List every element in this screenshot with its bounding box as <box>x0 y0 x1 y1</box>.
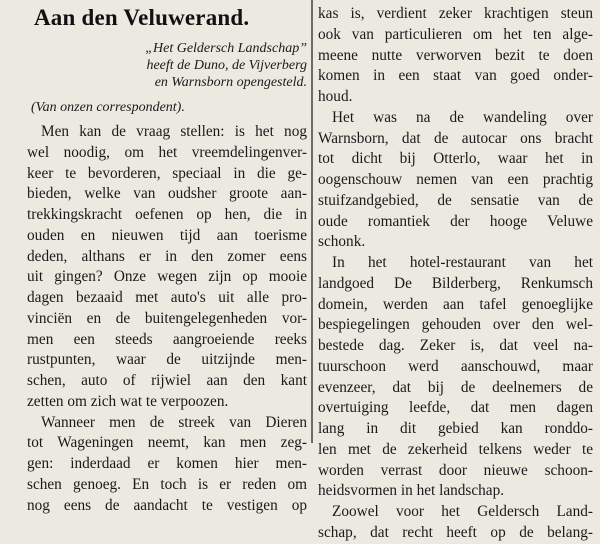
text-line: bespiegelingen gehouden over den wel- <box>318 316 593 334</box>
text-line: len met de zekerheid telkens weder te <box>318 440 593 458</box>
subhead-line: en Warnsborn opengesteld. <box>154 75 307 90</box>
text-line: schen genoeg. En toch is er reden om <box>27 475 307 493</box>
subhead-line: heeft de Duno, de Vijverberg <box>146 58 307 73</box>
text-line: evenzeer, dat bij de deelnemers de <box>318 378 593 396</box>
text-line: bieden, welke van oudsher groote aan- <box>27 185 307 203</box>
text-line: ouden en nieuwen tijd aan toerisme <box>27 226 307 244</box>
text-line: heidsvormen in het landschap. <box>318 482 505 500</box>
text-line: men een steeds aangroeiende reeks <box>27 330 307 348</box>
text-line: Wanneer men de streek van Dieren <box>41 413 307 431</box>
text-line: Men kan de vraag stellen: is het nog <box>41 123 307 140</box>
text-line: domein, werden aan tafel genoeglijke <box>318 295 593 313</box>
text-line: worden verrast door nieuwe schoon- <box>318 461 593 479</box>
right-body-text <box>318 4 593 544</box>
text-line: stuifzandgebied, de sensatie van de <box>318 191 593 209</box>
text-line: schap, dat recht heeft op de belang- <box>318 523 593 541</box>
text-line: landgoed De Bilderberg, Renkumsch <box>318 274 593 292</box>
text-line: bestede dag. Zeker is, dat veel na- <box>318 337 593 354</box>
text-line: uit gingen? Onze wegen zijn op mooie <box>27 268 307 286</box>
text-line: schen, auto of rijwiel aan den kant <box>27 372 307 389</box>
text-line: nog eens de aandacht te vestigen op <box>27 496 307 514</box>
column-divider <box>311 0 313 443</box>
text-line: tuurschoon werd aanschouwd, maar <box>318 357 593 375</box>
text-line: gen: inderdaad er komen hier men- <box>27 455 307 472</box>
text-line: rustpunten, waar de uitzijnde men- <box>27 351 307 369</box>
article-subhead <box>27 40 307 91</box>
text-line: overtuiging leefde, dat men dagen <box>318 399 593 417</box>
left-body-text <box>27 122 307 516</box>
text-line: tot Wageningen neemt, kan men zeg- <box>27 434 307 452</box>
article-byline: (Van onzen correspondent). <box>31 100 185 115</box>
text-line: deden, althans er in den zomer eens <box>27 247 307 265</box>
text-line: oogenschouw nemen van een prachtig <box>318 171 593 188</box>
article-headline: Aan den Veluwerand. <box>34 5 250 30</box>
text-line: oude romantiek der hooge Veluwe <box>318 212 593 230</box>
text-line: wel noodig, om het vreemdelingenver- <box>27 143 307 161</box>
text-line: houd. <box>318 88 353 105</box>
subhead-line: „Het Geldersch Landschap” <box>145 41 307 56</box>
text-line: tot dicht bij Otterlo, waar het in <box>318 150 593 168</box>
text-line: dagen bezaaid met auto's uit alle pro- <box>27 289 307 306</box>
text-line: schonk. <box>318 233 366 251</box>
text-line: ook van particulieren om het ten alge- <box>318 25 593 43</box>
text-line: komen in een staat van goed onder- <box>318 67 593 85</box>
text-line: lang in dit gebied kan ronddo- <box>318 420 593 437</box>
text-line: Warnsborn, dat de autocar ons bracht <box>318 129 593 147</box>
text-line: zetten om zich wat te verpoozen. <box>27 392 229 410</box>
text-line: trekkingskracht oefenen op hen, die in <box>27 206 307 223</box>
text-line: vinciën en de buitengelegenheden vor- <box>27 309 307 327</box>
text-line: In het hotel-restaurant van het <box>332 254 593 271</box>
text-line: kas is, verdient zeker krachtigen steun <box>318 5 593 22</box>
text-line: meene nutte verworven bezit te doen <box>318 46 593 64</box>
text-line: keer te bevorderen, speciaal in die ge- <box>27 164 307 182</box>
text-line: Het was na de wandeling over <box>332 108 593 126</box>
text-line: Zoowel voor het Geldersch Land- <box>332 503 593 520</box>
